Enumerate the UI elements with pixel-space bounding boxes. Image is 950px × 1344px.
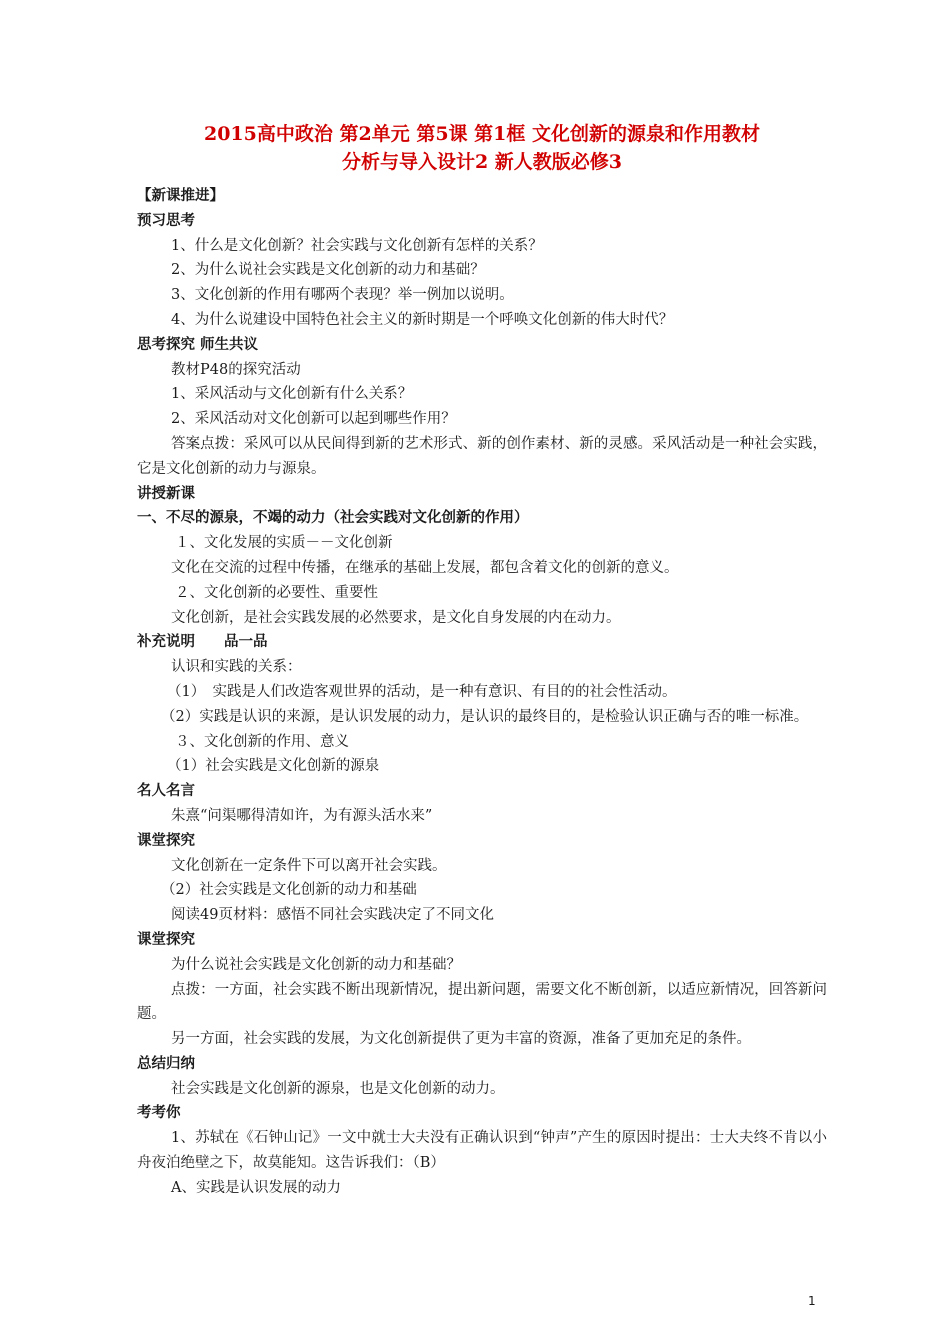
class-explore-question-2: 为什么说社会实践是文化创新的动力和基础？ <box>171 956 461 973</box>
class-explore-text-1: 文化创新在一定条件下可以离开社会实践。 <box>171 857 447 874</box>
point3-sub1: （1）社会实践是文化创新的源泉 <box>167 758 380 775</box>
preview-question-2: 2、为什么说社会实践是文化创新的动力和基础？ <box>171 262 485 279</box>
document-title <box>137 120 827 176</box>
test-question-1: 1、苏轼在《石钟山记》一文中就士大夫没有正确认识到“钟声”产生的原因时提出：士大夫终不肯以小舟夜泊绝壁之下，故莫能知。这告诉我们：（B） <box>137 1130 827 1172</box>
supplement-intro: 认识和实践的关系： <box>171 659 302 676</box>
preview-question-4: 4、为什么说建设中国特色社会主义的新时期是一个呼唤文化创新的伟大时代？ <box>171 311 674 328</box>
class-explore-heading-1: 课堂探究 <box>137 831 195 849</box>
point1-title: １、文化发展的实质－－文化创新 <box>175 535 393 552</box>
explore-answer: 答案点拨：采风可以从民间得到新的艺术形式、新的创作素材、新的灵感。采风活动是一种社会实践，它是文化创新的动力与源泉。 <box>137 435 827 477</box>
quote-heading: 名人名言 <box>137 782 195 800</box>
preview-question-1: 1、什么是文化创新？社会实践与文化创新有怎样的关系？ <box>171 237 543 254</box>
part1-heading: 一、不尽的源泉，不竭的动力（社会实践对文化创新的作用） <box>137 509 529 527</box>
class-explore-hint-2: 另一方面，社会实践的发展，为文化创新提供了更为丰富的资源，准备了更加充足的条件。 <box>171 1031 751 1048</box>
section-new-lesson: 【新课推进】 <box>137 187 224 204</box>
point2-title: ２、文化创新的必要性、重要性 <box>175 584 378 601</box>
explore-question-1: 1、采风活动与文化创新有什么关系？ <box>171 386 413 403</box>
test-option-a: A、实践是认识发展的动力 <box>171 1179 341 1196</box>
explore-question-2: 2、采风活动对文化创新可以起到哪些作用？ <box>171 411 456 428</box>
supplement-heading: 补充说明 品一品 <box>137 633 268 651</box>
explore-heading: 思考探究 师生共议 <box>137 335 259 353</box>
supplement-point-1: （1） 实践是人们改造客观世界的活动，是一种有意识、有目的的社会性活动。 <box>167 683 677 700</box>
reading-text: 阅读49页材料：感悟不同社会实践决定了不同文化 <box>171 907 494 924</box>
point3-sub2: （2）社会实践是文化创新的动力和基础 <box>161 882 417 899</box>
title-line-1: 2015高中政治 第2单元 第5课 第1框 文化创新的源泉和作用教材 <box>203 123 760 145</box>
preview-question-3: 3、文化创新的作用有哪两个表现？举一例加以说明。 <box>171 287 514 304</box>
point1-text: 文化在交流的过程中传播，在继承的基础上发展，都包含着文化的创新的意义。 <box>171 559 679 576</box>
page-number: 1 <box>808 1294 816 1308</box>
summary-text: 社会实践是文化创新的源泉，也是文化创新的动力。 <box>171 1080 505 1097</box>
document-page <box>137 120 827 1201</box>
test-heading: 考考你 <box>137 1104 181 1122</box>
explore-activity: 教材P48的探究活动 <box>171 361 301 378</box>
class-explore-hint: 点拨：一方面，社会实践不断出现新情况，提出新问题，需要文化不断创新，以适应新情况，回答新问题。 <box>137 981 827 1023</box>
summary-heading: 总结归纳 <box>137 1054 195 1072</box>
title-line-2: 分析与导入设计2 新人教版必修3 <box>341 151 623 173</box>
point2-text: 文化创新，是社会实践发展的必然要求，是文化自身发展的内在动力。 <box>171 609 621 626</box>
class-explore-heading-2: 课堂探究 <box>137 930 195 948</box>
quote-text: 朱熹“问渠哪得清如许，为有源头活水来” <box>171 807 433 824</box>
supplement-point-2: （2）实践是认识的来源，是认识发展的动力，是认识的最终目的，是检验认识正确与否的唯一标准。 <box>161 708 809 725</box>
preview-heading: 预习思考 <box>137 211 195 229</box>
lecture-heading: 讲授新课 <box>137 484 195 502</box>
point3-title: ３、文化创新的作用、意义 <box>175 733 349 750</box>
